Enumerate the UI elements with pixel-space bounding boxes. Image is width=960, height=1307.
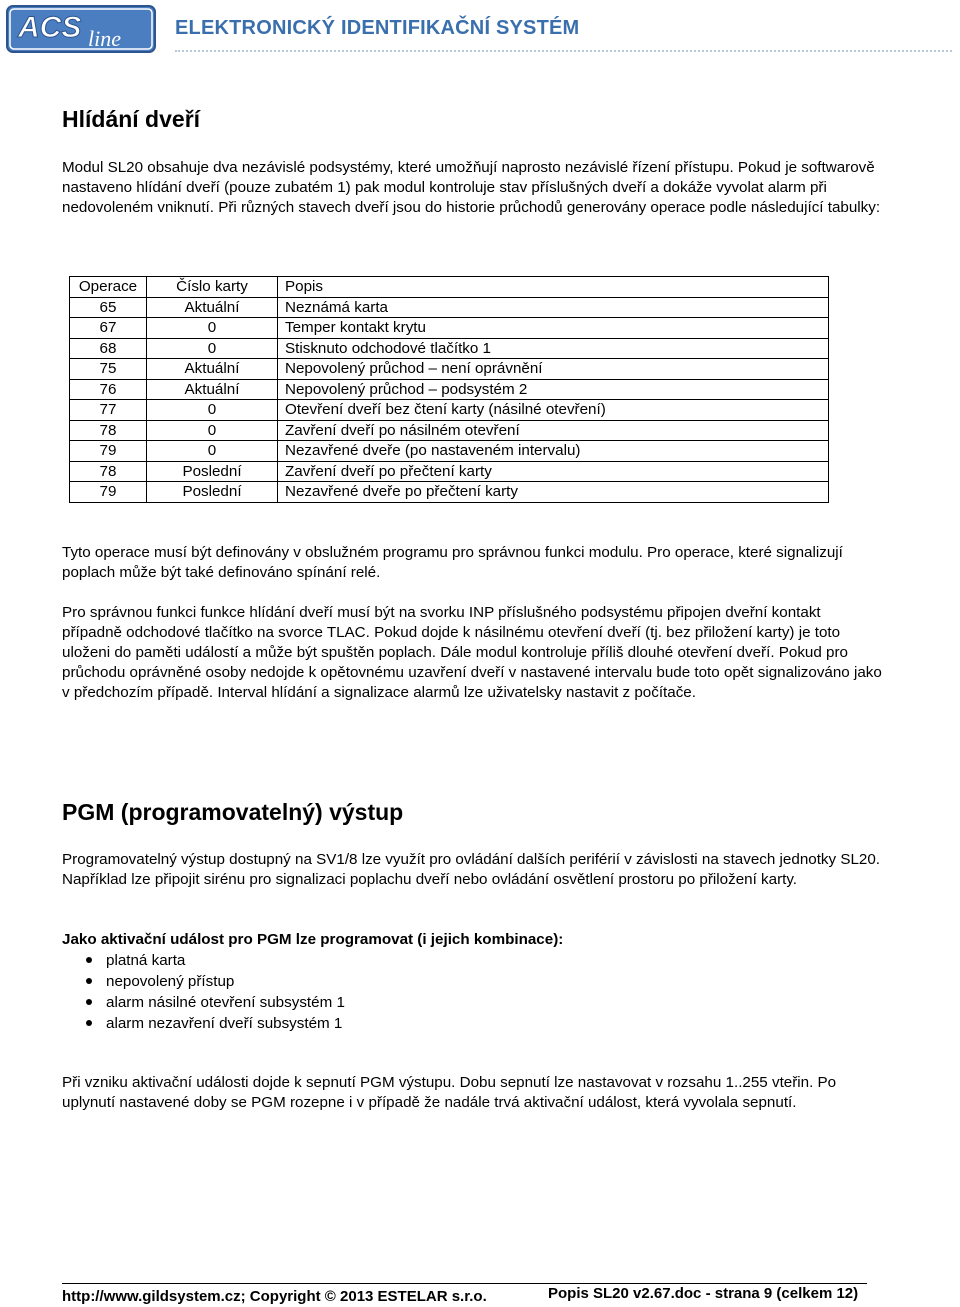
cell-description: Zavření dveří po přečtení karty — [278, 461, 829, 482]
cell-operation: 79 — [70, 441, 147, 462]
cell-operation: 76 — [70, 379, 147, 400]
cell-description: Nezavřené dveře (po nastaveném intervalu) — [278, 441, 829, 462]
cell-card: Aktuální — [147, 379, 278, 400]
cell-card: 0 — [147, 420, 278, 441]
cell-operation: 78 — [70, 420, 147, 441]
cell-card: Poslední — [147, 461, 278, 482]
pgm-intro-paragraph: Programovatelný výstup dostupný na SV1/8 lze využít pro ovládání dalších periférií v závislosti na stavech jednotky SL20. Například lze připojit sirénu pro signalizaci poplachu dveří nebo ovládání osvětlení prostoru po přiložení karty. — [62, 851, 881, 888]
cell-description: Zavření dveří po násilném otevření — [278, 420, 829, 441]
cell-card: 0 — [147, 338, 278, 359]
table-row — [70, 461, 829, 482]
acs-line-logo — [6, 4, 158, 56]
cell-operation: 79 — [70, 482, 147, 503]
cell-card: 0 — [147, 318, 278, 339]
footer-divider — [62, 1283, 867, 1284]
list-item: platná karta — [62, 950, 345, 971]
table-row — [70, 359, 829, 380]
cell-operation: 75 — [70, 359, 147, 380]
cell-operation: 78 — [70, 461, 147, 482]
cell-operation: 65 — [70, 297, 147, 318]
column-header-operation: Operace — [70, 277, 147, 298]
cell-description: Neznámá karta — [278, 297, 829, 318]
header-title: ELEKTRONICKÝ IDENTIFIKAČNÍ SYSTÉM — [175, 17, 580, 39]
column-header-card-number: Číslo karty — [147, 277, 278, 298]
operations-table — [69, 276, 829, 503]
pgm-activation-paragraph: Při vzniku aktivační události dojde k sepnutí PGM výstupu. Dobu sepnutí lze nastavovat v rozsahu 1..255 vteřin. Po uplynutí nastavené doby se PGM rozepne i v případě že nadále trvá aktivační událost, která vyvolala sepnutí. — [62, 1074, 837, 1111]
pgm-event-list — [62, 950, 345, 1034]
page-header — [0, 0, 960, 62]
list-item: alarm násilné otevření subsystém 1 — [62, 992, 345, 1013]
cell-description: Otevření dveří bez čtení karty (násilné otevření) — [278, 400, 829, 421]
cell-description: Temper kontakt krytu — [278, 318, 829, 339]
table-row — [70, 318, 829, 339]
footer-page-info: Popis SL20 v2.67.doc - strana 9 (celkem 12) — [548, 1285, 859, 1302]
cell-operation: 67 — [70, 318, 147, 339]
cell-card: Aktuální — [147, 359, 278, 380]
logo-line-text: line — [88, 26, 121, 51]
table-row — [70, 400, 829, 421]
list-item: alarm nezavření dveří subsystém 1 — [62, 1013, 345, 1034]
table-row — [70, 297, 829, 318]
cell-card: Aktuální — [147, 297, 278, 318]
cell-description: Nepovolený průchod – není oprávnění — [278, 359, 829, 380]
pgm-list-title: Jako aktivační událost pro PGM lze programovat (i jejich kombinace): — [62, 931, 564, 948]
section-heading-pgm-output: PGM (programovatelný) výstup — [62, 799, 404, 825]
operations-note-paragraph: Tyto operace musí být definovány v obslužném programu pro správnou funkci modulu. Pro operace, které signalizují poplach může být také definováno spínání relé. — [62, 544, 843, 581]
table-row — [70, 441, 829, 462]
column-header-description: Popis — [278, 277, 829, 298]
table-row — [70, 338, 829, 359]
cell-card: Poslední — [147, 482, 278, 503]
cell-description: Nepovolený průchod – podsystém 2 — [278, 379, 829, 400]
intro-paragraph: Modul SL20 obsahuje dva nezávislé podsystémy, které umožňují naprosto nezávislé řízení přístupu. Pokud je softwarově nastaveno hlídání dveří (pouze zubatém 1) pak modul kontroluje stav příslušných dveří a dokáže vyvolat alarm při nedovoleném vniknutí. Při různých stavech dveří jsou do historie průchodů generovány operace podle následující tabulky: — [62, 159, 881, 216]
table-row — [70, 420, 829, 441]
cell-operation: 68 — [70, 338, 147, 359]
table-row — [70, 482, 829, 503]
cell-description: Nezavřené dveře po přečtení karty — [278, 482, 829, 503]
cell-operation: 77 — [70, 400, 147, 421]
door-monitoring-paragraph: Pro správnou funkci funkce hlídání dveří musí být na svorku INP příslušného podsystému připojen dveřní kontakt případně odchodové tlačítko na svorce TLAC. Pokud dojde k násilnému otevření dveří (tj. bez přiložení karty) je toto uloženi do paměti událostí a může být spuštěn poplach. Dále modul kontroluje příliš dlouhé otevření dveří. Pokud pro průchodu oprávněné osoby nedojde k opětovnému uzavření dveří v nastavené intervalu bude toto opět signalizováno jako v předchozím případě. Interval hlídání a signalizace alarmů lze uživatelsky nastavit z počítače. — [62, 604, 882, 701]
header-divider — [175, 50, 952, 52]
footer-copyright: http://www.gildsystem.cz; Copyright © 2013 ESTELAR s.r.o. — [62, 1288, 487, 1305]
logo-acs-text: ACS — [18, 11, 82, 44]
cell-description: Stisknuto odchodové tlačítko 1 — [278, 338, 829, 359]
section-heading-door-monitoring: Hlídání dveří — [62, 106, 201, 132]
cell-card: 0 — [147, 400, 278, 421]
table-header-row — [70, 277, 829, 298]
table-row — [70, 379, 829, 400]
list-item: nepovolený přístup — [62, 971, 345, 992]
cell-card: 0 — [147, 441, 278, 462]
